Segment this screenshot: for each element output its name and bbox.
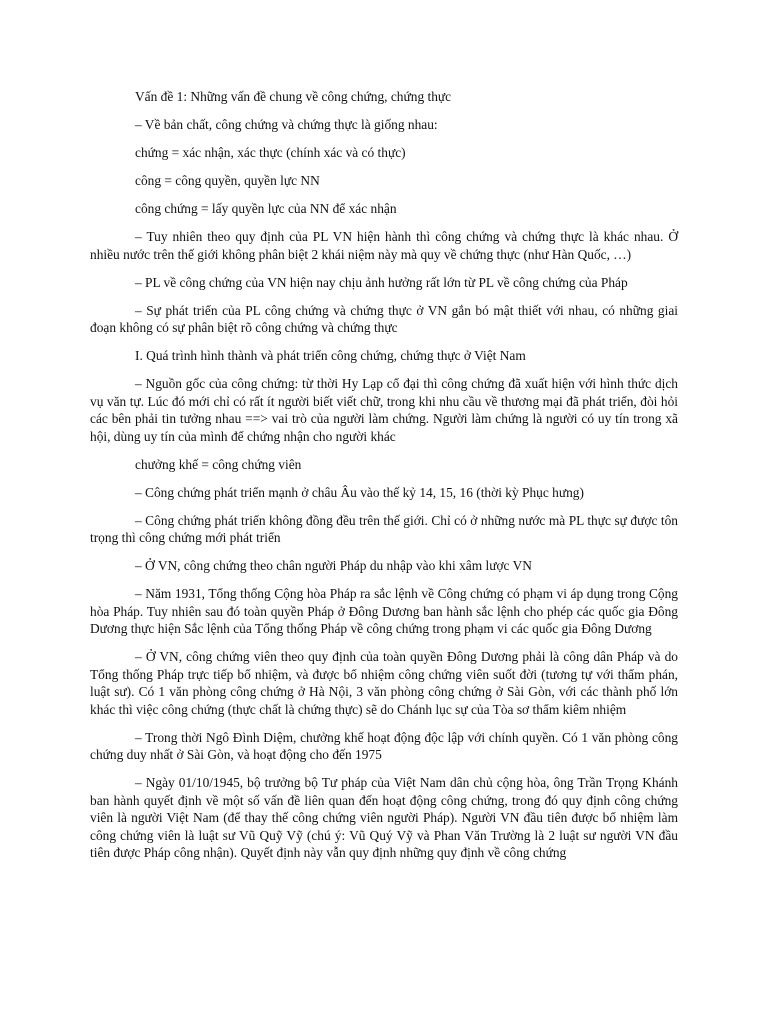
paragraph: – Công chứng phát triển không đồng đều trên thế giới. Chỉ có ở những nước mà PL thực sự được tôn trọng thì công chứng mới phát triển: [90, 512, 678, 545]
paragraph: – Ngày 01/10/1945, bộ trưởng bộ Tư pháp của Việt Nam dân chủ cộng hòa, ông Trần Trọng Khánh ban hành quyết định về một số vấn đề liên quan đến hoạt động công chứng, trong đó quy định công chứng viên là người Việt Nam (để thay thế công chứng viên người Pháp). Người VN đầu tiên được bổ nhiệm làm công chứng viên là luật sư Vũ Quỹ Vỹ (chú ý: Vũ Quý Vỹ và Phan Văn Trường là 2 luật sư người VN đầu tiên được Pháp công nhận). Quyết định này vẫn quy định những quy định về công chứng: [90, 775, 678, 860]
paragraph: – Ở VN, công chứng viên theo quy định của toàn quyền Đông Dương phải là công dân Pháp và do Tổng thống Pháp trực tiếp bổ nhiệm, và được bổ nhiệm công chứng viên suốt đời (tương tự với thẩm phán, luật sư). Có 1 văn phòng công chứng ở Hà Nội, 3 văn phòng công chứng ở Sài Gòn, với các thành phố lớn khác thì việc công chứng (thực chất là chứng thực) sẽ do Chánh lục sự của Tòa sơ thẩm kiêm nhiệm: [90, 649, 678, 717]
definition-line: chứng = xác nhận, xác thực (chính xác và có thực): [135, 145, 406, 160]
paragraph: – Sự phát triển của PL công chứng và chứng thực ở VN gắn bó mật thiết với nhau, có những giai đoạn không có sự phân biệt rõ công chứng và chứng thực: [90, 302, 678, 335]
document-page: [90, 88, 678, 872]
section-heading: I. Quá trình hình thành và phát triển công chứng, chứng thực ở Việt Nam: [135, 348, 526, 363]
paragraph: – Tuy nhiên theo quy định của PL VN hiện hành thì công chứng và chứng thực là khác nhau. Ở nhiều nước trên thế giới không phân biệt 2 khái niệm này mà quy về chứng thực (như Hàn Quốc, …): [90, 229, 678, 262]
paragraph: – Năm 1931, Tổng thống Cộng hòa Pháp ra sắc lệnh về Công chứng có phạm vi áp dụng trong Cộng hòa Pháp. Tuy nhiên sau đó toàn quyền Pháp ở Đông Dương ban hành sắc lệnh cho phép các quốc gia Đông Dương thực hiện Sắc lệnh của Tổng thống Pháp về công chứng trong phạm vi các quốc gia Đông Dương: [90, 586, 678, 636]
section-heading: Vấn đề 1: Những vấn đề chung về công chứng, chứng thực: [135, 89, 452, 104]
paragraph: – Về bản chất, công chứng và chứng thực là giống nhau:: [135, 117, 438, 132]
definition-line: công = công quyền, quyền lực NN: [135, 173, 320, 188]
definition-line: công chứng = lấy quyền lực của NN để xác nhận: [135, 201, 397, 216]
paragraph: – Ở VN, công chứng theo chân người Pháp du nhập vào khi xâm lược VN: [135, 558, 532, 573]
paragraph: – Nguồn gốc của công chứng: từ thời Hy Lạp cổ đại thì công chứng đã xuất hiện với hình thức dịch vụ văn tự. Lúc đó mới chỉ có rất ít người biết viết chữ, trong khi nhu cầu về thương mại đã phát triển, đòi hỏi các bên phải tin tưởng nhau ==> vai trò của người làm chứng. Người làm chứng là người có uy tín trong xã hội, dùng uy tín của mình để chứng nhận cho người khác: [90, 376, 678, 444]
paragraph: – PL về công chứng của VN hiện nay chịu ảnh hưởng rất lớn từ PL về công chứng của Pháp: [135, 274, 628, 290]
paragraph: – Trong thời Ngô Đình Diệm, chưởng khế hoạt động độc lập với chính quyền. Có 1 văn phòng công chứng duy nhất ở Sài Gòn, và hoạt động cho đến 1975: [90, 729, 678, 762]
paragraph: – Công chứng phát triển mạnh ở châu Âu vào thế kỷ 14, 15, 16 (thời kỳ Phục hưng): [135, 484, 584, 500]
definition-line: chưởng khế = công chứng viên: [135, 456, 302, 472]
